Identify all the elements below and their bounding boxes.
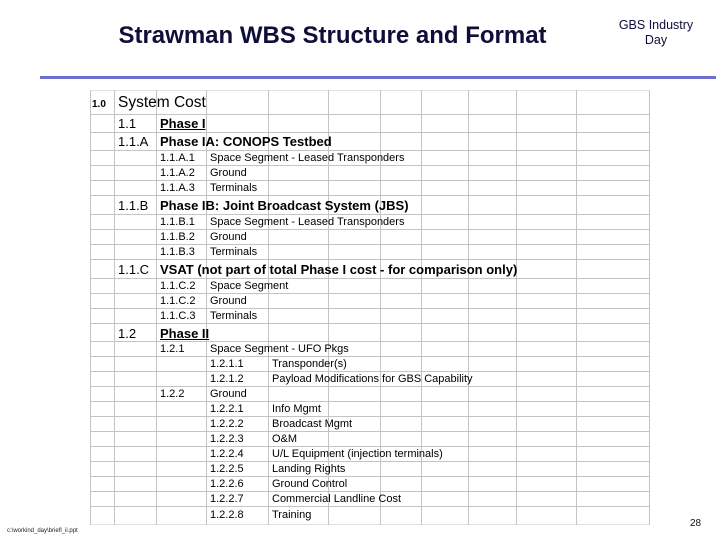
wbs-number: 1.2.2.4 [210, 448, 244, 460]
wbs-number: 1.1.B.1 [160, 216, 195, 228]
wbs-name: Landing Rights [272, 463, 346, 475]
wbs-number: 1.1.C.2 [160, 295, 196, 307]
wbs-name: Transponder(s) [272, 358, 347, 370]
wbs-name: Ground [210, 167, 247, 179]
wbs-name: Space Segment - Leased Transponders [210, 216, 405, 228]
event-label [600, 18, 712, 48]
wbs-number: 1.1.A.2 [160, 167, 195, 179]
wbs-name: Ground [210, 231, 247, 243]
wbs-name: Phase IA: CONOPS Testbed [160, 134, 332, 149]
wbs-number: 1.2 [118, 326, 137, 341]
wbs-name: Space Segment - Leased Transponders [210, 152, 405, 164]
wbs-number: 1.1.A [118, 134, 149, 149]
wbs-number: 1.2.2.3 [210, 433, 244, 445]
slide-title: Strawman WBS Structure and Format [118, 22, 547, 49]
wbs-name: Phase II [160, 326, 210, 341]
event-label-line1: GBS Industry [618, 18, 694, 32]
wbs-number: 1.2.2.7 [210, 493, 244, 505]
wbs-name: Space Segment [210, 280, 289, 292]
wbs-number: 1.1.B.3 [160, 246, 195, 258]
wbs-number: 1.1.B.2 [160, 231, 195, 243]
page-number: 28 [690, 518, 702, 529]
wbs-number: 1.2.2.5 [210, 463, 244, 475]
wbs-number: 1.2.2.1 [210, 403, 244, 415]
wbs-name: VSAT (not part of total Phase I cost - for comparison only) [160, 262, 518, 277]
wbs-number: 1.1.C.2 [160, 280, 196, 292]
event-label-line2: Day [644, 33, 668, 47]
title-divider [40, 76, 716, 79]
wbs-name: Terminals [210, 182, 258, 194]
wbs-number: 1.2.1 [160, 343, 185, 355]
wbs-number: 1.1.A.3 [160, 182, 195, 194]
wbs-name: O&M [272, 433, 298, 445]
wbs-number: 1.2.2.2 [210, 418, 244, 430]
wbs-number: 1.1.C.3 [160, 310, 196, 322]
wbs-table [90, 90, 650, 525]
wbs-name: Ground Control [272, 478, 348, 490]
wbs-name: Phase IB: Joint Broadcast System (JBS) [160, 198, 409, 213]
wbs-name: Phase I [160, 116, 206, 131]
wbs-name: Broadcast Mgmt [272, 418, 353, 430]
wbs-name: Ground [210, 295, 247, 307]
wbs-name: Terminals [210, 310, 258, 322]
wbs-number: 1.2.1.2 [210, 373, 244, 385]
file-path-footer: c:\workind_day\briefl_ii.ppt [7, 528, 78, 534]
wbs-name: Terminals [210, 246, 258, 258]
wbs-number: 1.1.A.1 [160, 152, 195, 164]
wbs-name: Payload Modifications for GBS Capability [272, 373, 473, 385]
wbs-number: 1.2.2.8 [210, 509, 244, 521]
wbs-number: 1.1 [118, 116, 137, 131]
wbs-number: 1.0 [92, 99, 106, 110]
wbs-name: Commercial Landline Cost [272, 493, 401, 505]
wbs-name: Info Mgmt [272, 403, 321, 415]
wbs-name: Ground [210, 388, 247, 400]
wbs-number: 1.1.B [118, 198, 149, 213]
wbs-number: 1.2.1.1 [210, 358, 244, 370]
wbs-name: U/L Equipment (injection terminals) [272, 448, 443, 460]
wbs-name: Training [272, 509, 312, 521]
wbs-number: 1.2.2 [160, 388, 185, 400]
wbs-number: 1.1.C [118, 262, 150, 277]
wbs-name: Space Segment - UFO Pkgs [210, 343, 349, 355]
wbs-number: 1.2.2.6 [210, 478, 244, 490]
wbs-name: System Cost [118, 94, 206, 111]
